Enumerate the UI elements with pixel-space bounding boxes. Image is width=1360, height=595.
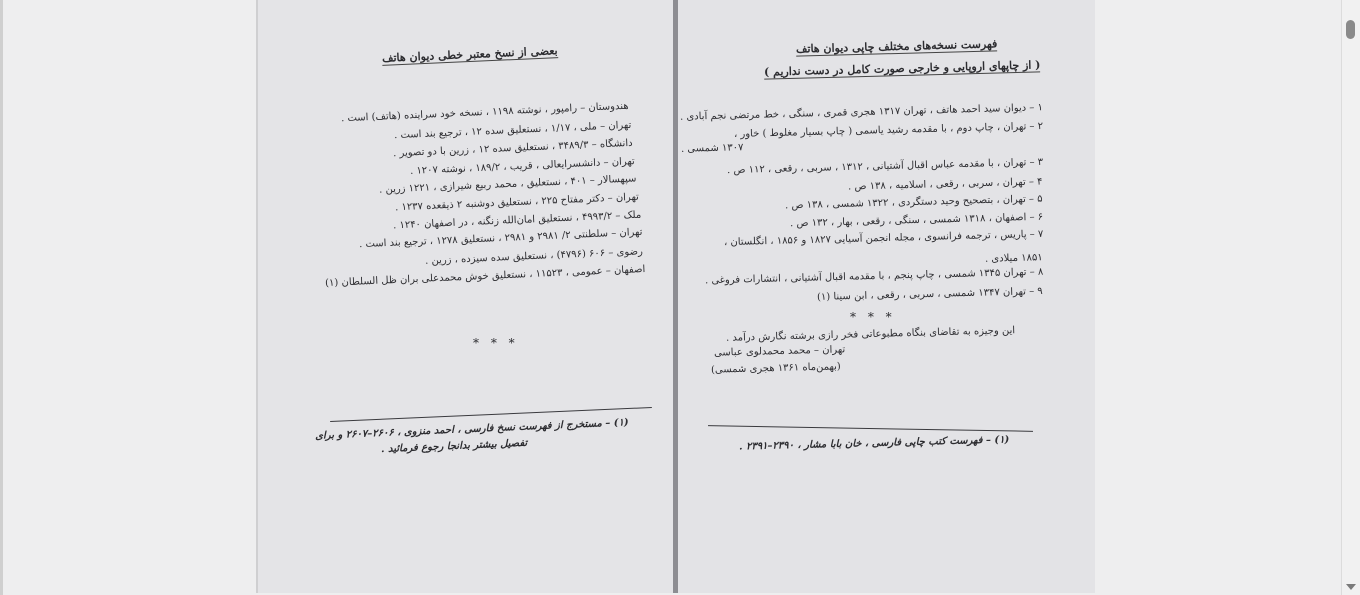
left-line: تهران – سلطنتی ۲/ ۲۹۸۱ و ۲۹۸۱ ، نستعلیق ۱۲۷۸ ، ترجیع بند است .: [359, 226, 644, 251]
right-footnote-rule: [708, 425, 1033, 432]
right-line: ۱ – دیوان سید احمد هاتف ، تهران ۱۳۱۷ هجری قمری ، سنگی ، خط مرتضی نجم آبادی .: [679, 102, 1044, 123]
left-line: رضوی – ۶۰۶ (۴۷۹۶) ، نستعلیق سده سیزده ، زرین .: [424, 246, 644, 267]
vertical-scrollbar[interactable]: [1341, 0, 1360, 595]
left-line: تهران – دانشسرایعالی ، قریب ، ۱۸۹/۲ ، نوشته ۱۲۰۷ .: [410, 156, 636, 177]
right-page-heading: فهرست نسخه‌های مختلف چاپی دیوان هاتف: [795, 37, 998, 56]
left-line: دانشگاه – ۳۴۸۹/۳ ، نستعلیق سده ۱۲ ، زرین با دو تصویر .: [393, 137, 634, 160]
left-stars: * * *: [473, 336, 519, 350]
left-line: اصفهان – عمومی ، ۱۱۵۲۳ ، نستعلیق خوش محمدعلی بران ظل السلطان (۱): [324, 264, 646, 289]
right-line: ۵ – تهران ، بتصحیح وحید دستگردی ، ۱۳۲۲ شمسی ، ۱۳۸ ص .: [785, 193, 1044, 212]
right-page-subheading: ( از چاپهای اروپایی و خارجی صورت کامل در دست نداریم ): [763, 58, 1041, 79]
right-line: ۴ – تهران ، سربی ، رقعی ، اسلامیه ، ۱۳۸ ص .: [848, 176, 1044, 193]
scanned-book-spread: [256, 0, 1095, 593]
right-closing-line: این وجیزه به تقاضای بنگاه مطبوعاتی فخر رازی برشته نگارش درآمد .: [725, 325, 1016, 344]
left-footnote-line: (۱) – مستخرج از فهرست نسخ فارسی ، احمد منزوی ، ۲۶۰۶–۲۶۰۷ و برای: [315, 417, 630, 442]
right-line: ۹ – تهران ۱۳۴۷ شمسی ، سربی ، رقعی ، ابن سینا (۱): [817, 286, 1044, 303]
right-closing-line: تهران – محمد محمدلوی عباسی: [713, 344, 846, 359]
left-line: تهران – دکتر مفتاح ۲۲۵ ، نستعلیق دوشنبه ۲ ذیقعده ۱۲۳۷ .: [394, 191, 640, 214]
scroll-down-arrow-icon[interactable]: [1346, 584, 1356, 590]
right-line: ۶ – اصفهان ، ۱۳۱۸ شمسی ، سنگی ، رقعی ، بهار ، ۱۳۲ ص .: [789, 211, 1044, 230]
right-line: ۲ – تهران ، چاپ دوم ، با مقدمه رشید یاسمی ( چاپ بسیار مغلوط ) خاور ،: [733, 120, 1044, 141]
right-stars: * * *: [850, 310, 896, 324]
left-footnote-line: تفصیل بیشتر بدانجا رجوع فرمائید .: [380, 437, 528, 456]
left-line: هندوستان – رامپور ، نوشته ۱۱۹۸ ، نسخه خود سراینده (هاتف) است .: [341, 100, 630, 125]
right-closing-line: (بهمن‌ماه ۱۳۶۱ هجری شمسی): [711, 361, 842, 376]
right-footnote: (۱) – فهرست کتب چاپی فارسی ، خان بابا مشار ، ۲۳۹۰–۲۳۹۱ .: [738, 434, 1010, 453]
right-line: ۸ – تهران ۱۳۴۵ شمسی ، چاپ پنجم ، با مقدمه اقبال آشتیانی ، انتشارات فروغی .: [704, 266, 1044, 287]
right-page: [678, 0, 1095, 593]
left-page-heading: بعضی از نسخ معتبر خطی دیوان هاتف: [381, 44, 558, 65]
right-line: ۳ – تهران ، با مقدمه عباس اقبال آشتیانی ، ۱۳۱۲ ، سربی ، رقعی ، ۱۱۲ ص .: [726, 156, 1044, 177]
right-line: ۷ – پاریس ، ترجمه فرانسوی ، مجله انجمن آسیایی ۱۸۲۷ و ۱۸۵۶ ، انگلستان ،: [723, 228, 1044, 249]
left-line: تهران – ملی ، ۱/۱۷ ، نستعلیق سده ۱۲ ، ترجیع بند است .: [393, 119, 632, 142]
right-line: ۱۳۰۷ شمسی .: [680, 142, 744, 155]
left-line: ملک – ۴۹۹۳/۲ ، نستعلیق امان‌الله زنگنه ، در اصفهان ۱۲۴۰ .: [392, 209, 642, 232]
left-line: سپهسالار – ۴۰۱ ، نستعلیق ، محمد ربیع شیرازی ، ۱۲۲۱ زرین .: [379, 173, 638, 196]
right-line: ۱۸۵۱ میلادی .: [985, 252, 1044, 265]
scrollbar-thumb[interactable]: [1346, 20, 1355, 39]
left-page: [258, 0, 673, 593]
